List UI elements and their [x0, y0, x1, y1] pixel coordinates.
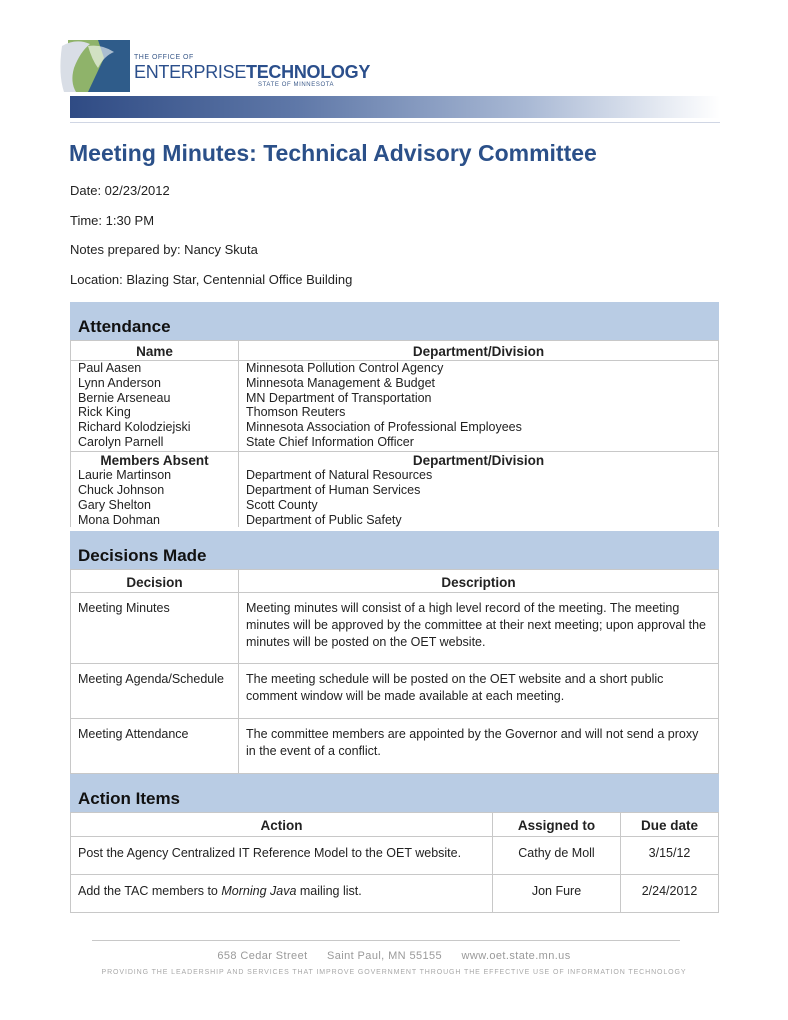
footer-city: Saint Paul, MN 55155	[327, 950, 443, 962]
absent-name: Gary Shelton	[78, 497, 151, 512]
attendee-name: Bernie Arseneau	[78, 390, 171, 405]
logo-enterprise-text: ENTERPRISE	[134, 62, 247, 82]
decision-name: Meeting Agenda/Schedule	[71, 664, 239, 719]
mailing-list-name: Morning Java	[221, 884, 297, 898]
decision-name: Meeting Minutes	[71, 593, 239, 664]
column-header-members-absent: Members Absent	[71, 451, 239, 468]
attendance-heading: Attendance	[70, 302, 719, 340]
action-assignee: Cathy de Moll	[493, 837, 621, 875]
action-due-date: 3/15/12	[621, 837, 719, 875]
action-items-section	[70, 774, 719, 913]
footer-rule	[92, 940, 680, 941]
column-header-description: Description	[239, 570, 719, 593]
action-due-date: 2/24/2012	[621, 875, 719, 913]
attendee-department: MN Department of Transportation	[246, 390, 432, 405]
logo-office-text: THE OFFICE OF	[134, 54, 194, 61]
footer-address	[0, 950, 788, 962]
column-header-decision: Decision	[71, 570, 239, 593]
decision-description: Meeting minutes will consist of a high level record of the meeting. The meeting minutes will be approved by the committee at their next meeting; upon approval the minutes will be posted on the OET website.	[239, 593, 719, 664]
decisions-section	[70, 531, 719, 774]
attendee-name: Rick King	[78, 405, 131, 420]
absent-department: Department of Human Services	[246, 483, 421, 498]
decisions-header-row	[71, 570, 719, 593]
attendance-header-row	[71, 341, 719, 361]
oet-logo	[58, 38, 371, 98]
attendee-department: Minnesota Pollution Control Agency	[246, 361, 444, 375]
attendee-department: Minnesota Management & Budget	[246, 375, 436, 390]
action-items-heading: Action Items	[70, 774, 719, 812]
logo-name	[134, 62, 370, 83]
action-description	[71, 875, 493, 913]
action-text-suffix: mailing list.	[296, 884, 362, 898]
action-items-table	[70, 812, 719, 913]
notes-prepared-by: Notes prepared by: Nancy Skuta	[70, 242, 258, 257]
decision-description: The meeting schedule will be posted on the OET website and a short public comment window will be made available at each meeting.	[239, 664, 719, 719]
absent-name: Mona Dohman	[78, 512, 160, 527]
meeting-date: Date: 02/23/2012	[70, 183, 170, 198]
attendance-table	[70, 340, 719, 527]
column-header-absent-department: Department/Division	[239, 451, 719, 468]
footer-street: 658 Cedar Street	[217, 950, 308, 962]
column-header-assigned-to: Assigned to	[493, 813, 621, 837]
present-depts-cell	[239, 361, 719, 452]
action-item-row	[71, 837, 719, 875]
column-header-department: Department/Division	[239, 341, 719, 361]
meeting-location: Location: Blazing Star, Centennial Office Building	[70, 272, 353, 287]
action-text-prefix: Add the TAC members to	[78, 884, 222, 898]
action-items-header-row	[71, 813, 719, 837]
absent-department: Department of Public Safety	[246, 512, 402, 527]
absent-header-row	[71, 451, 719, 468]
absent-department: Department of Natural Resources	[246, 468, 433, 483]
absent-name: Chuck Johnson	[78, 483, 165, 498]
header-band	[70, 96, 720, 118]
decisions-heading: Decisions Made	[70, 531, 719, 569]
attendee-name: Carolyn Parnell	[78, 434, 164, 449]
page-title: Meeting Minutes: Technical Advisory Committee	[69, 140, 597, 166]
action-description: Post the Agency Centralized IT Reference Model to the OET website.	[71, 837, 493, 875]
decision-description: The committee members are appointed by the Governor and will not send a proxy in the event of a conflict.	[239, 719, 719, 774]
attendee-name: Lynn Anderson	[78, 375, 161, 390]
present-names-cell	[71, 361, 239, 452]
footer-website: www.oet.state.mn.us	[461, 950, 571, 962]
decision-row	[71, 719, 719, 774]
attendee-name: Richard Kolodziejski	[78, 420, 191, 435]
decision-row	[71, 664, 719, 719]
decisions-table	[70, 569, 719, 774]
decision-name: Meeting Attendance	[71, 719, 239, 774]
column-header-name: Name	[71, 341, 239, 361]
meeting-time: Time: 1:30 PM	[70, 213, 155, 228]
absent-depts-cell	[239, 468, 719, 527]
action-assignee: Jon Fure	[493, 875, 621, 913]
minnesota-logo-icon	[58, 38, 130, 94]
footer-tagline: PROVIDING THE LEADERSHIP AND SERVICES THAT IMPROVE GOVERNMENT THROUGH THE EFFECTIVE USE OF INFORMATION TECHNOLOGY	[101, 969, 687, 976]
absent-department: Scott County	[246, 497, 318, 512]
logo-technology-text: TECHNOLOGY	[246, 62, 371, 82]
attendee-department: State Chief Information Officer	[246, 434, 414, 449]
attendee-department: Thomson Reuters	[246, 405, 346, 420]
absent-members-row	[71, 468, 719, 527]
absent-name: Laurie Martinson	[78, 468, 172, 483]
header-rule	[70, 122, 720, 123]
action-item-row	[71, 875, 719, 913]
decision-row	[71, 593, 719, 664]
column-header-action: Action	[71, 813, 493, 837]
attendee-department: Minnesota Association of Professional Employees	[246, 420, 522, 435]
present-members-row	[71, 361, 719, 452]
absent-names-cell	[71, 468, 239, 527]
attendee-name: Paul Aasen	[78, 361, 142, 375]
column-header-due-date: Due date	[621, 813, 719, 837]
logo-state-text: STATE OF MINNESOTA	[258, 82, 335, 88]
attendance-section	[70, 302, 719, 527]
